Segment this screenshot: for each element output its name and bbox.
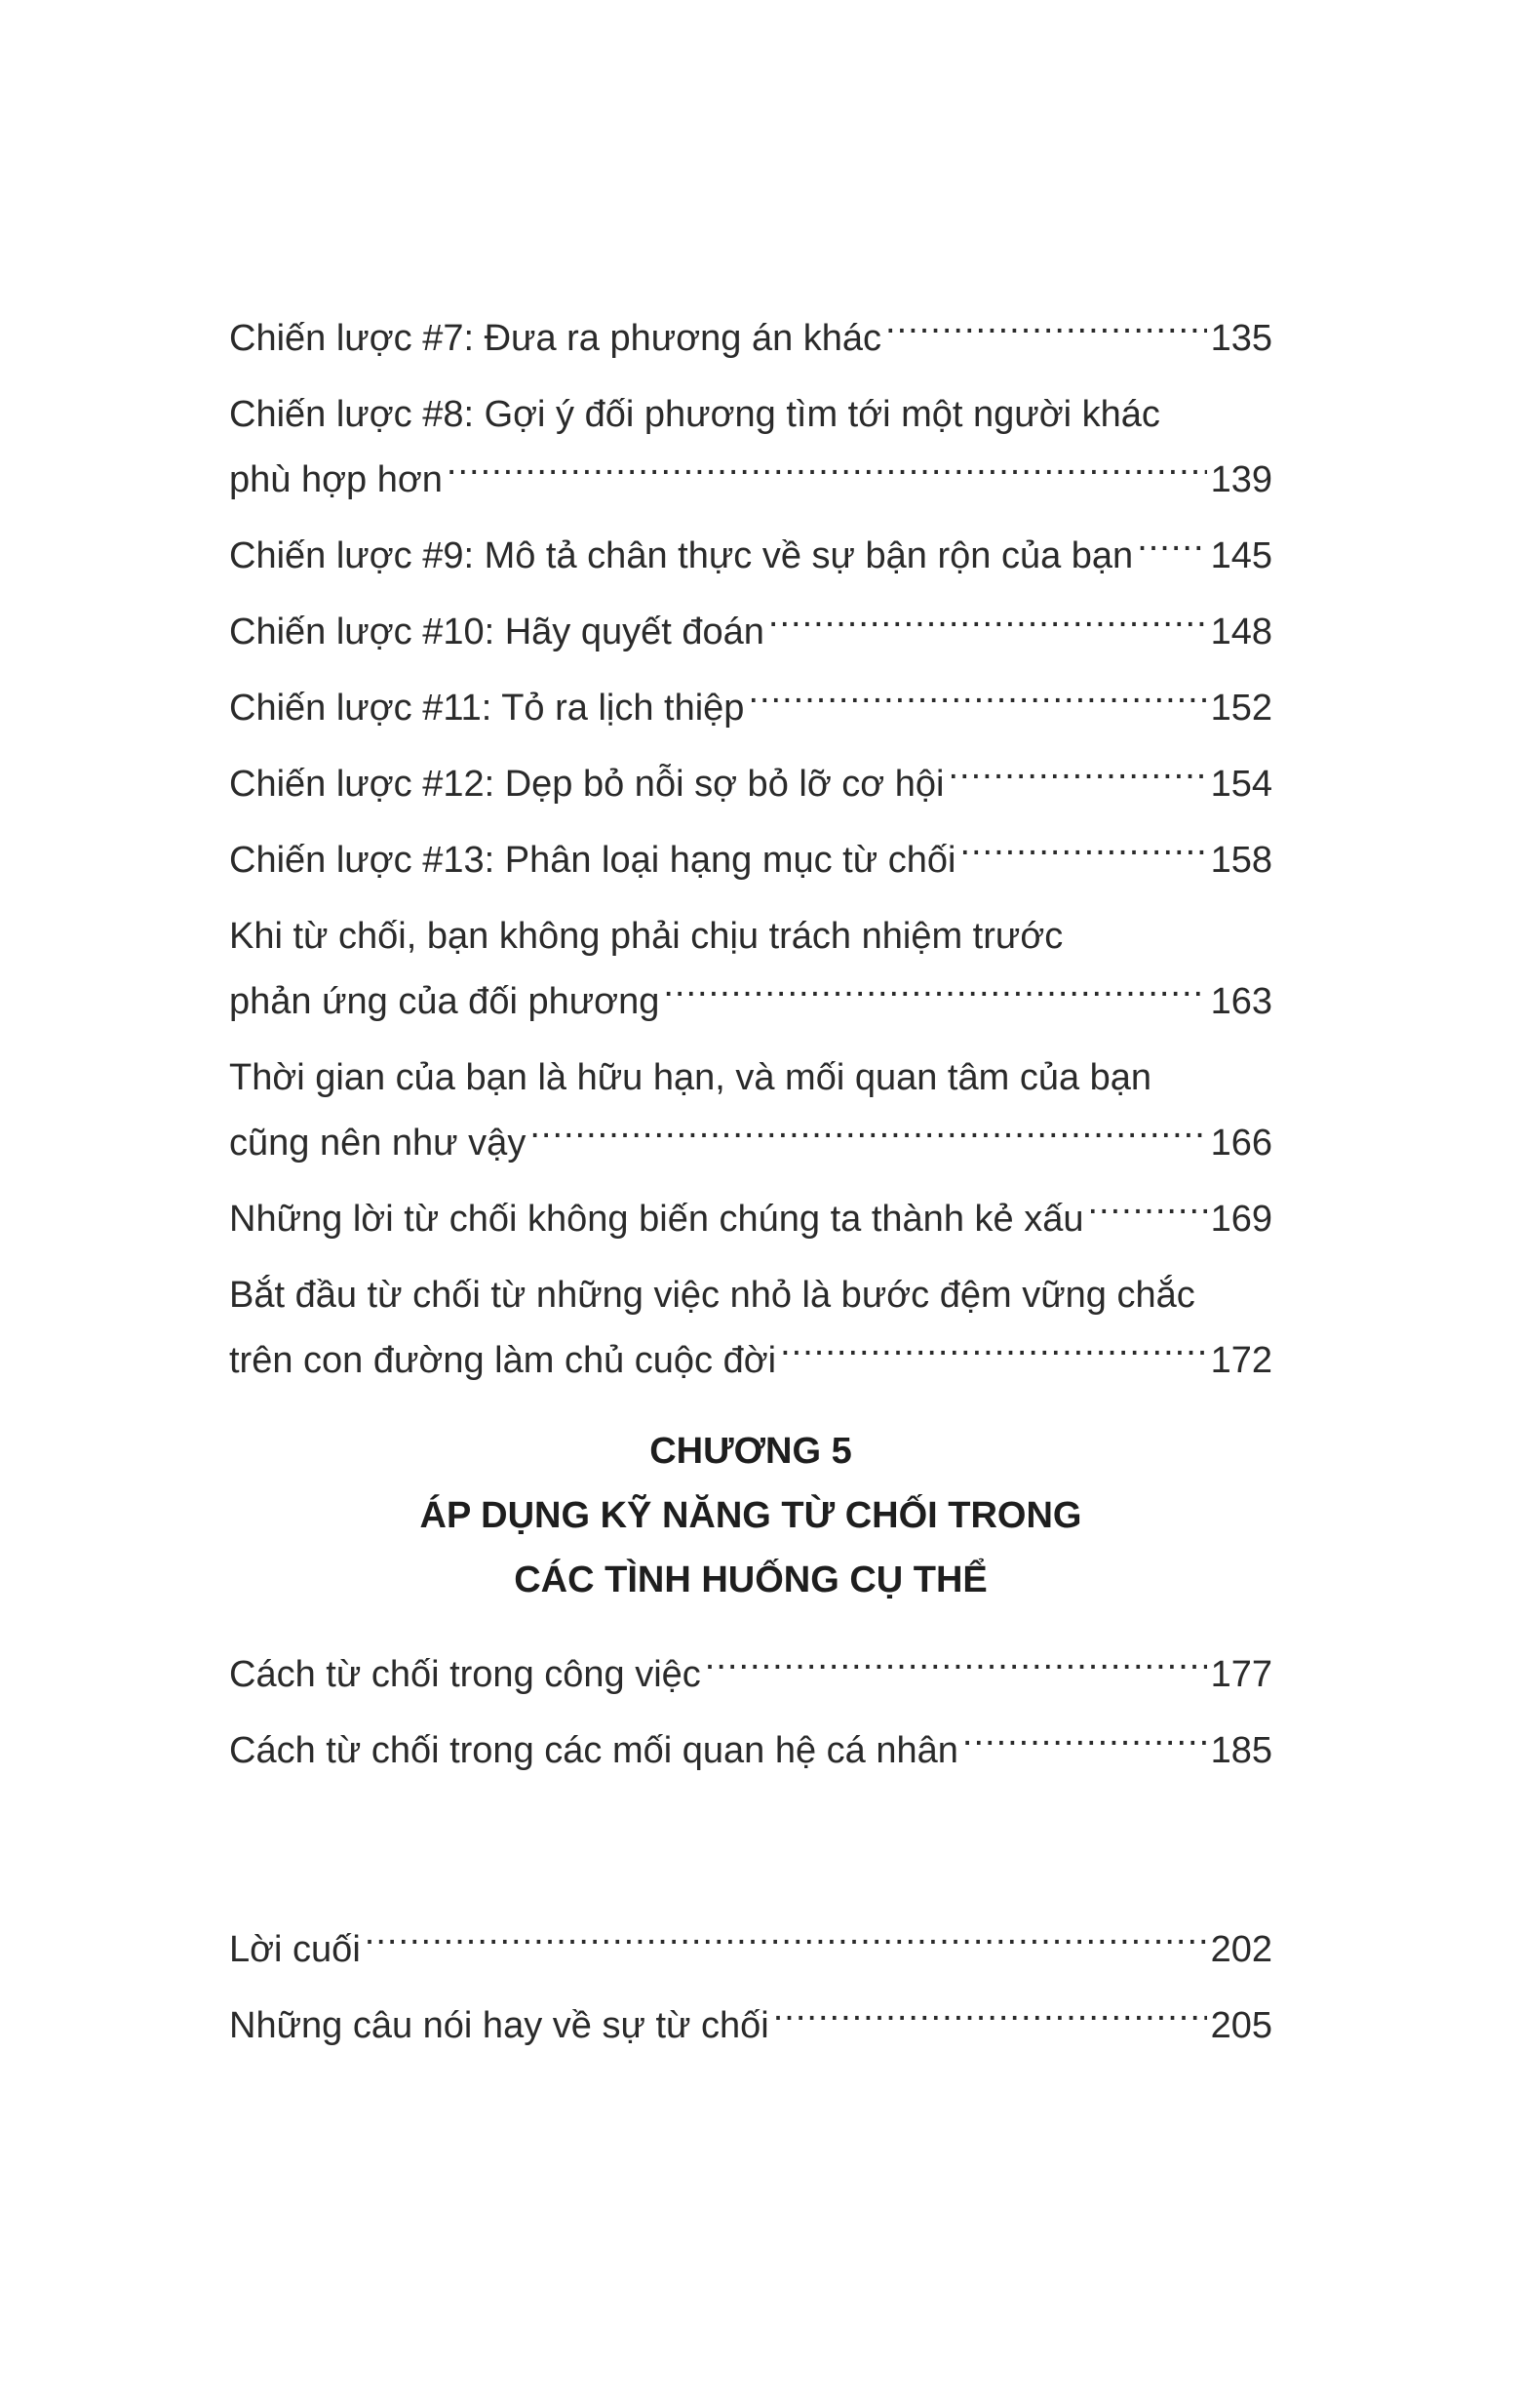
toc-entry-page: 169 [1210,1199,1272,1240]
dot-leader [768,607,1207,644]
toc-entry [229,1187,1272,1252]
toc-entry [229,904,1272,1035]
toc-entry-title: cũng nên như vậy [229,1123,526,1164]
dot-leader [885,313,1207,350]
toc-section-chapter5 [229,1642,1272,1795]
dot-leader [773,2000,1207,2037]
toc-entry [229,1917,1272,1983]
toc-entry-title: Chiến lược #10: Hãy quyết đoán [229,612,764,652]
toc-entry [229,1994,1272,2059]
dot-leader [949,759,1207,796]
toc-entry [229,752,1272,817]
toc-entry-title-line1: Chiến lược #8: Gợi ý đối phương tìm tới một người khác [229,394,1160,435]
dot-leader [780,1335,1206,1372]
toc-entry-title: Chiến lược #11: Tỏ ra lịch thiệp [229,688,745,729]
toc-entry-title: Chiến lược #9: Mô tả chân thực về sự bận rộn của bạn [229,535,1134,576]
chapter-label: CHƯƠNG 5 [649,1431,852,1472]
dot-leader [365,1924,1207,1961]
toc-entry-page: 202 [1210,1929,1272,1970]
toc-entry-title: Cách từ chối trong công việc [229,1654,701,1695]
toc-entry [229,1046,1272,1176]
chapter-title-line2: CÁC TÌNH HUỐNG CỤ THỂ [514,1559,988,1600]
toc-entry [229,1642,1272,1708]
toc-entry [229,600,1272,665]
toc-entry-title: phản ứng của đối phương [229,981,660,1022]
toc-section-endmatter [229,1917,1272,2070]
toc-entry-page: 205 [1210,2005,1272,2046]
toc-entry [229,676,1272,741]
dot-leader [1137,531,1206,568]
toc-entry-title: Những câu nói hay về sự từ chối [229,2005,769,2046]
toc-entry-page: 145 [1210,535,1272,576]
dot-leader [959,835,1206,872]
toc-entry-title: Lời cuối [229,1929,361,1970]
toc-entry [229,1263,1272,1394]
dot-leader [663,976,1206,1013]
toc-entry-title-line1: Thời gian của bạn là hữu hạn, và mối quan tâm của bạn [229,1057,1152,1098]
dot-leader [447,454,1207,492]
toc-entry-title: phù hợp hơn [229,459,443,500]
chapter-title-line1: ÁP DỤNG KỸ NĂNG TỪ CHỐI TRONG [419,1495,1082,1536]
toc-entry-page: 152 [1210,688,1272,729]
toc-entry-title-line1: Bắt đầu từ chối từ những việc nhỏ là bước đệm vững chắc [229,1275,1195,1316]
dot-leader [962,1725,1207,1762]
toc-entry-title: Chiến lược #12: Dẹp bỏ nỗi sợ bỏ lỡ cơ hội [229,764,945,805]
toc-entry-page: 154 [1210,764,1272,805]
toc-entry [229,828,1272,893]
toc-entry-page: 135 [1210,318,1272,359]
toc-section-strategies [229,306,1272,1404]
toc-entry [229,306,1272,372]
toc-entry-title: Chiến lược #13: Phân loại hạng mục từ chối [229,840,956,881]
toc-entry-title-line1: Khi từ chối, bạn không phải chịu trách nhiệm trước [229,916,1064,957]
toc-entry-title: Chiến lược #7: Đưa ra phương án khác [229,318,882,359]
toc-entry-page: 172 [1210,1340,1272,1381]
toc-entry-page: 166 [1210,1123,1272,1164]
toc-entry-page: 177 [1210,1654,1272,1695]
toc-entry-page: 185 [1210,1730,1272,1771]
dot-leader [748,683,1206,720]
toc-entry-title: trên con đường làm chủ cuộc đời [229,1340,777,1381]
dot-leader [529,1118,1206,1155]
toc-entry [229,1718,1272,1784]
toc-entry [229,524,1272,589]
chapter-heading [229,1419,1272,1612]
toc-entry-title: Cách từ chối trong các mối quan hệ cá nhân [229,1730,958,1771]
toc-entry [229,382,1272,513]
dot-leader [705,1649,1207,1686]
toc-entry-title: Những lời từ chối không biến chúng ta thành kẻ xấu [229,1199,1084,1240]
toc-entry-page: 139 [1210,459,1272,500]
toc-entry-page: 148 [1210,612,1272,652]
dot-leader [1087,1194,1206,1231]
toc-entry-page: 163 [1210,981,1272,1022]
toc-entry-page: 158 [1210,840,1272,881]
